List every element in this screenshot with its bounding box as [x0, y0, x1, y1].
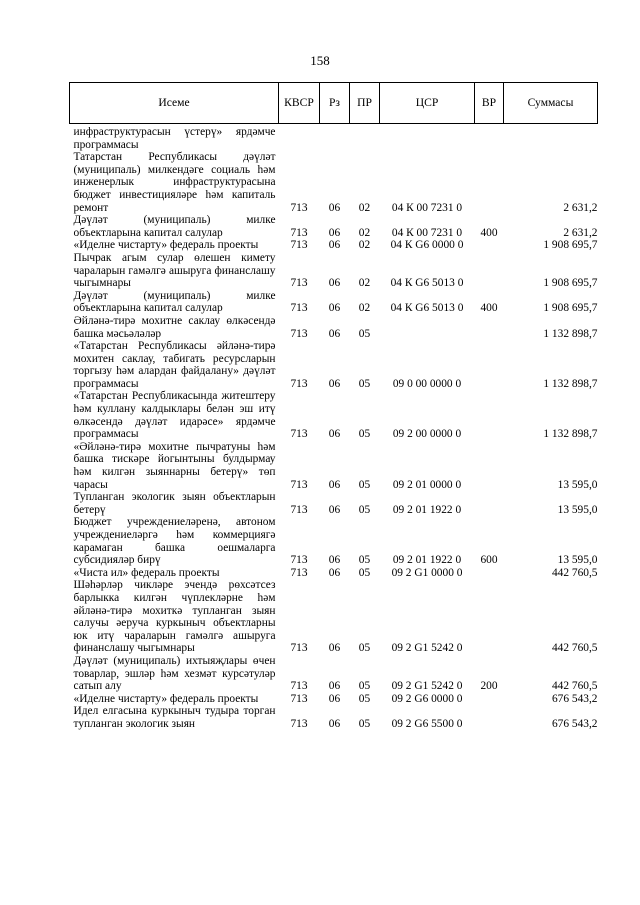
page-number: 158: [310, 53, 330, 68]
row-name: «Чиста ил» федераль проекты: [73, 566, 220, 579]
row-vr: [475, 567, 504, 580]
row-csr: 09 0 00 0000 0: [392, 377, 462, 390]
row-vr: [475, 151, 504, 214]
row-pr: 05: [358, 478, 371, 491]
table-row: [70, 124, 598, 152]
row-kvsr: 713: [290, 327, 308, 340]
row-pr: 05: [358, 717, 371, 730]
row-kvsr: 713: [290, 428, 308, 441]
row-kvsr: 713: [290, 277, 308, 290]
row-csr: [380, 124, 475, 152]
row-sum: 13 595,0: [557, 503, 598, 516]
row-rz: 06: [328, 692, 341, 705]
row-sum: 13 595,0: [557, 554, 598, 567]
row-rz: 06: [328, 642, 341, 655]
budget-table: [69, 82, 598, 731]
table-header-row: [70, 83, 598, 124]
row-rz: 06: [328, 566, 341, 579]
row-sum: 2 631,2: [563, 226, 598, 239]
row-sum: 442 760,5: [551, 642, 598, 655]
row-name: «Иделне чистарту» федераль проекты: [73, 239, 259, 252]
row-kvsr: 713: [290, 377, 308, 390]
row-sum: 1 908 695,7: [543, 277, 598, 290]
row-rz: 06: [328, 680, 341, 693]
row-rz: 06: [328, 478, 341, 491]
header-sum: Суммасы: [504, 83, 598, 124]
header-kvsr: КВСР: [279, 83, 320, 124]
row-kvsr: 713: [290, 478, 308, 491]
table-row: [70, 151, 598, 214]
table-row: [70, 491, 598, 516]
row-sum: 1 908 695,7: [543, 239, 598, 252]
table-row: [70, 340, 598, 390]
row-csr: 09 2 G1 0000 0: [391, 566, 463, 579]
row-kvsr: 713: [290, 566, 308, 579]
row-csr: 09 2 G6 0000 0: [391, 692, 463, 705]
row-name: Дәүләт (муниципаль) милке объектларына капитал салулар: [73, 214, 276, 239]
table-row: [70, 567, 598, 580]
row-name: Идел елгасына куркыныч тудыра торган тупланган экологик зыян: [73, 705, 276, 730]
row-csr: 04 К 00 7231 0: [391, 201, 463, 214]
row-name: Бюджет учреждениеләренә, автоном учреждениеләргә һәм коммерциягә карамаган башка оешмаларга субсидияләр бирү: [73, 516, 276, 567]
row-rz: 06: [328, 226, 341, 239]
table-row: [70, 390, 598, 440]
row-vr: [475, 705, 504, 730]
row-name: «Татарстан Республикасы әйләнә-тирә мохитен саклау, табигать ресурсларын торгызу һәм алардан файдалану» дәүләт программасы: [73, 340, 276, 390]
row-pr: 05: [358, 503, 371, 516]
row-csr: 09 2 G1 5242 0: [391, 642, 463, 655]
row-csr: 04 К G6 0000 0: [390, 239, 464, 252]
table-row: [70, 705, 598, 730]
row-kvsr: 713: [290, 226, 308, 239]
row-pr: 05: [358, 327, 371, 340]
header-name: Исеме: [70, 83, 279, 124]
row-rz: 06: [328, 503, 341, 516]
table-row: [70, 239, 598, 252]
row-pr: 02: [358, 239, 371, 252]
header-vr: ВР: [475, 83, 504, 124]
row-vr: [475, 390, 504, 440]
row-kvsr: 713: [290, 503, 308, 516]
table-row: [70, 315, 598, 340]
row-pr: 02: [358, 226, 371, 239]
row-kvsr: 713: [290, 201, 308, 214]
row-rz: 06: [328, 327, 341, 340]
row-kvsr: 713: [290, 680, 308, 693]
row-sum: [504, 124, 598, 152]
row-sum: 1 132 898,7: [543, 377, 598, 390]
row-name: «Әйләнә-тирә мохитне пычратуны һәм башка тискәре йогынтыны булдырмау һәм килгән зыяннарны бетерү» төп чарасы: [73, 440, 276, 491]
row-vr: [475, 252, 504, 290]
row-vr: 200: [480, 680, 498, 693]
row-sum: 13 595,0: [557, 478, 598, 491]
row-rz: [320, 124, 350, 152]
row-kvsr: 713: [290, 554, 308, 567]
row-vr: [475, 239, 504, 252]
row-vr: [475, 441, 504, 491]
row-vr: [475, 579, 504, 655]
row-csr: 04 К G6 5013 0: [390, 302, 464, 315]
row-vr: [475, 315, 504, 340]
row-pr: 05: [358, 680, 371, 693]
row-csr: 09 2 00 0000 0: [392, 428, 462, 441]
row-rz: 06: [328, 377, 341, 390]
row-name: инфраструктурасын үстерү» ярдәмче программасы: [73, 126, 276, 151]
header-rz: Рз: [320, 83, 350, 124]
row-vr: [475, 491, 504, 516]
row-sum: 2 631,2: [563, 201, 598, 214]
header-pr: ПР: [350, 83, 380, 124]
row-sum: 676 543,2: [551, 692, 598, 705]
table-row: [70, 693, 598, 706]
row-pr: 05: [358, 566, 371, 579]
row-rz: 06: [328, 239, 341, 252]
table-row: [70, 290, 598, 315]
row-csr: 04 К 00 7231 0: [391, 226, 463, 239]
row-name: «Татарстан Республикасында житештеру һәм куллану калдыклары белән эш итү өлкәсендә дәүләт идарәсе» ярдәмче программасы: [73, 390, 276, 441]
row-kvsr: 713: [290, 692, 308, 705]
row-rz: 06: [328, 717, 341, 730]
row-csr: 09 2 01 1922 0: [392, 503, 462, 516]
row-pr: 02: [358, 302, 371, 315]
table-row: [70, 655, 598, 693]
row-pr: 05: [358, 692, 371, 705]
row-rz: 06: [328, 554, 341, 567]
row-pr: 05: [358, 554, 371, 567]
row-pr: 02: [358, 277, 371, 290]
row-name: Шәһәрләр чикләре эчендә рөхсәтсез барлыкка килгән чүплекләрне һәм әйләнә-тирә мохиткә тупланган зыян салучы әеруча куркыныч объектларны юк итү чараларын гамәлгә ашыруга финанслашу чыгымнары: [73, 579, 276, 655]
row-kvsr: 713: [290, 302, 308, 315]
row-name: Әйләнә-тирә мохитне саклау өлкәсендә башка мәсьәләләр: [73, 314, 276, 340]
row-name: Татарстан Республикасы дәүләт (муниципаль) милкендәге социаль һәм инженерлык инфраструктурасына бюджет инвестицияләре һәм капиталь ремонт: [73, 151, 276, 214]
row-pr: 05: [358, 377, 371, 390]
table-body: [70, 124, 598, 731]
table-row: [70, 252, 598, 290]
row-csr: 09 2 G1 5242 0: [391, 680, 463, 693]
row-pr: 05: [358, 642, 371, 655]
row-vr: [475, 693, 504, 706]
row-vr: 400: [480, 302, 498, 315]
row-pr: 05: [358, 428, 371, 441]
table-row: [70, 441, 598, 491]
row-sum: 676 543,2: [551, 717, 598, 730]
header-csr: ЦСР: [380, 83, 475, 124]
row-csr: 09 2 01 1922 0: [392, 554, 462, 567]
row-pr: [350, 124, 380, 152]
row-rz: 06: [328, 201, 341, 214]
row-vr: [475, 340, 504, 390]
row-rz: 06: [328, 302, 341, 315]
row-name: Тупланган экологик зыян объектларын бетерү: [73, 491, 276, 516]
row-vr: 400: [480, 226, 498, 239]
row-kvsr: 713: [290, 642, 308, 655]
row-vr: [475, 124, 504, 152]
row-kvsr: [279, 124, 320, 152]
table-row: [70, 579, 598, 655]
row-name: «Иделне чистарту» федераль проекты: [73, 692, 259, 705]
row-kvsr: 713: [290, 239, 308, 252]
row-name: Дәүләт (муниципаль) ихтыяҗлары өчен товарлар, эшләр һәм хезмәт курсәтуләр сатып алу: [73, 654, 276, 693]
row-csr: 09 2 01 0000 0: [392, 478, 462, 491]
row-csr: [380, 315, 475, 340]
row-rz: 06: [328, 428, 341, 441]
row-sum: 1 908 695,7: [543, 302, 598, 315]
row-kvsr: 713: [290, 717, 308, 730]
row-csr: 04 К G6 5013 0: [390, 277, 464, 290]
row-sum: 1 132 898,7: [543, 327, 598, 340]
table-row: [70, 214, 598, 239]
row-name: Дәүләт (муниципаль) милке объектларына капитал салулар: [73, 289, 276, 315]
row-csr: 09 2 G6 5500 0: [391, 717, 463, 730]
table-row: [70, 516, 598, 566]
row-rz: 06: [328, 277, 341, 290]
row-name: Пычрак агым сулар өлешен кимету чараларын гамәлгә ашыруга финанслашу чыгымнары: [73, 251, 276, 290]
row-sum: 442 760,5: [551, 566, 598, 579]
row-sum: 1 132 898,7: [543, 428, 598, 441]
row-sum: 442 760,5: [551, 680, 598, 693]
row-pr: 02: [358, 201, 371, 214]
row-vr: 600: [480, 554, 498, 567]
